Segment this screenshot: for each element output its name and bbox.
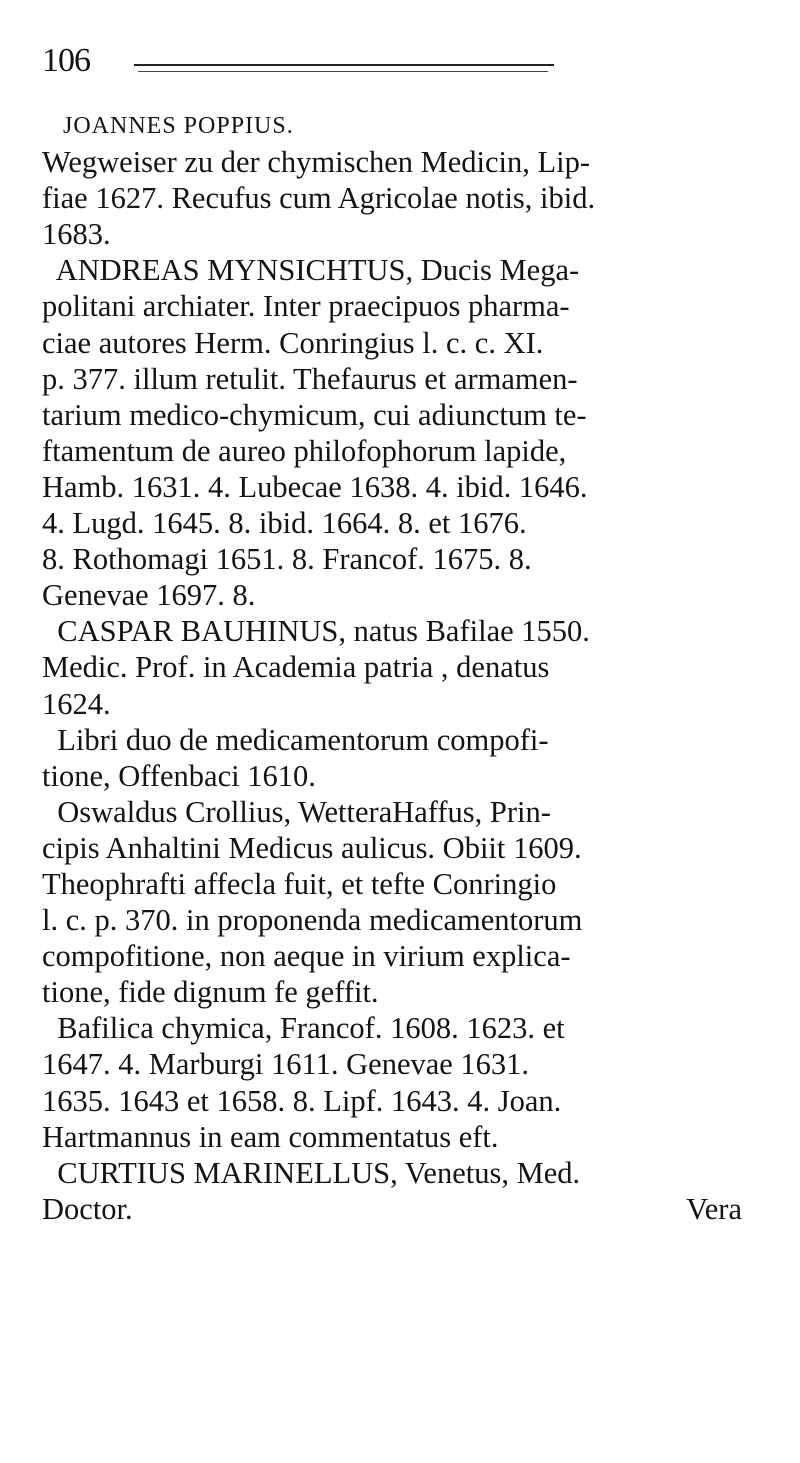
entry-line: tarium medico-chymicum, cui adiunctum te- xyxy=(42,397,587,432)
entry-line: JOANNES POPPIUS. xyxy=(42,113,294,139)
entry-bauhinus xyxy=(42,613,772,793)
entry-line: l. c. p. 370. in proponenda medicamentorum xyxy=(42,903,583,938)
entry-line: tione, fide dignum fe geffit. xyxy=(42,975,379,1010)
entry-line: 1624. xyxy=(42,686,111,721)
entry-line: CURTIUS MARINELLUS, Venetus, Med. xyxy=(42,1155,581,1190)
header-rule xyxy=(134,64,554,66)
entry-line: ftamentum de aureo philofophorum lapide, xyxy=(42,433,567,468)
entry-poppius xyxy=(42,108,772,252)
entry-line: Hamb. 1631. 4. Lubecae 1638. 4. ibid. 1646. xyxy=(42,469,588,504)
entry-line: ANDREAS MYNSICHTUS, Ducis Mega- xyxy=(42,253,580,288)
entry-line: 1647. 4. Marburgi 1611. Genevae 1631. xyxy=(42,1047,530,1082)
entry-crollius xyxy=(42,794,772,1155)
entry-line: fiae 1627. Recufus cum Agricolae notis, ibid. xyxy=(42,181,596,216)
entry-line: p. 377. illum retulit. Thefaurus et armamen- xyxy=(42,361,578,396)
entry-line: Wegweiser zu der chymischen Medicin, Lip- xyxy=(42,145,591,180)
header-rule-secondary xyxy=(138,71,548,72)
entry-line: politani archiater. Inter praecipuos pharma- xyxy=(42,289,570,324)
entry-mynsichtus xyxy=(42,252,772,613)
entry-line: Genevae 1697. 8. xyxy=(42,578,256,613)
entry-line: Hartmannus in eam commentatus eft. xyxy=(42,1119,499,1154)
entry-line: Medic. Prof. in Academia patria , denatus xyxy=(42,650,550,685)
entry-line: Doctor. xyxy=(42,1191,133,1226)
body-text xyxy=(42,108,772,1227)
page-number: 106 xyxy=(42,42,90,79)
page-header xyxy=(42,42,562,82)
entry-line: 4. Lugd. 1645. 8. ibid. 1664. 8. et 1676. xyxy=(42,506,527,541)
entry-marinellus xyxy=(42,1155,772,1227)
entry-line: 8. Rothomagi 1651. 8. Francof. 1675. 8. xyxy=(42,542,532,577)
last-line-row xyxy=(42,1191,742,1227)
entry-line: Theophrafti affecla fuit, et tefte Conringio xyxy=(42,866,557,901)
entry-line: Libri duo de medicamentorum compofi- xyxy=(42,722,549,757)
entry-line: ciae autores Herm. Conringius l. c. c. XI. xyxy=(42,325,544,360)
entry-line: Oswaldus Crollius, WetteraHaffus, Prin- xyxy=(42,794,551,829)
entry-line: tione, Offenbaci 1610. xyxy=(42,758,316,793)
entry-line: CASPAR BAUHINUS, natus Bafilae 1550. xyxy=(42,614,590,649)
entry-line: 1683. xyxy=(42,217,111,252)
entry-line: 1635. 1643 et 1658. 8. Lipf. 1643. 4. Joan. xyxy=(42,1083,562,1118)
entry-line: Bafilica chymica, Francof. 1608. 1623. et xyxy=(42,1011,565,1046)
entry-line: cipis Anhaltini Medicus aulicus. Obiit 1609. xyxy=(42,830,582,865)
catchword: Vera xyxy=(686,1191,742,1226)
entry-line: compofitione, non aeque in virium explica- xyxy=(42,939,571,974)
